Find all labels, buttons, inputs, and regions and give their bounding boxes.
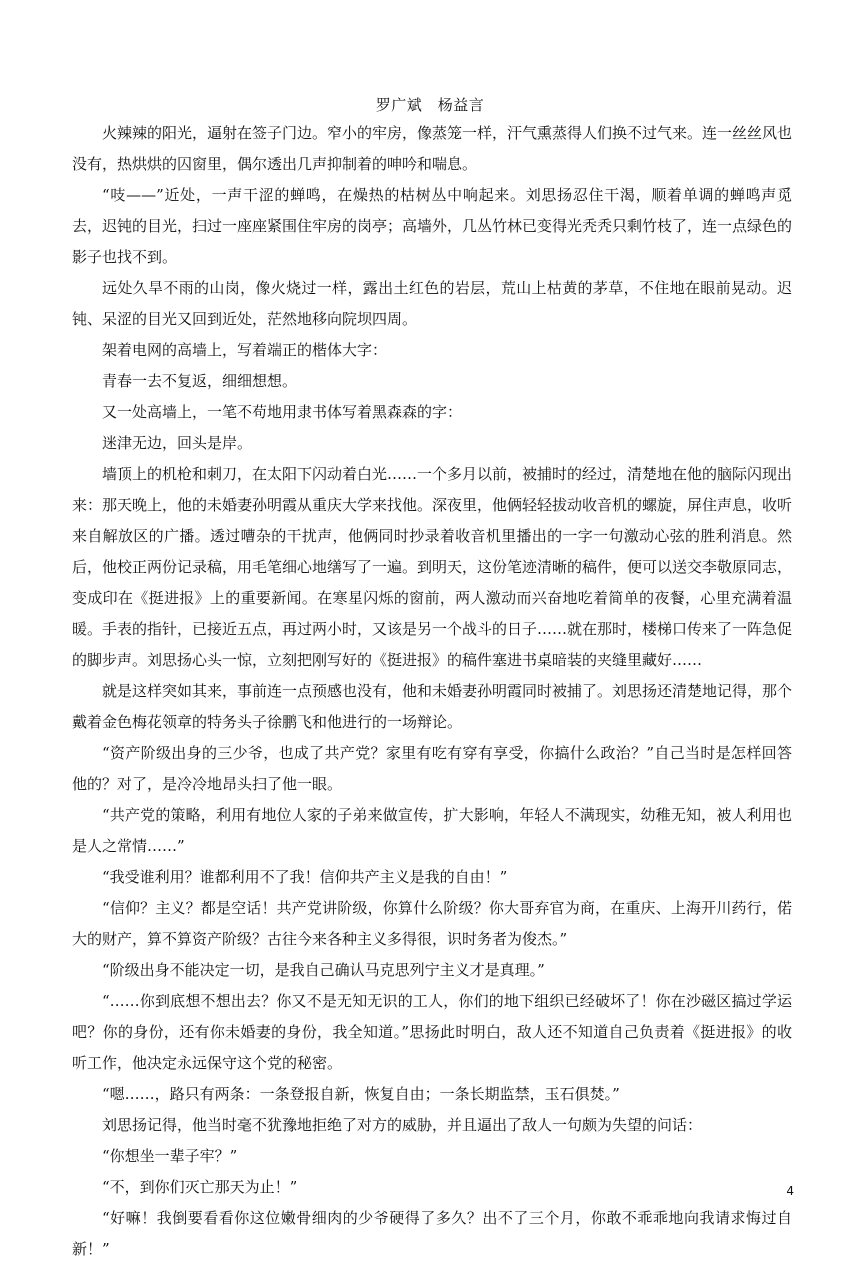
- paragraph: 火辣辣的阳光，逼射在签子门边。窄小的牢房，像蒸笼一样，汗气熏蒸得人们换不过气来。连一丝丝风也没有，热烘烘的囚窗里，偶尔透出几声抑制着的呻吟和喘息。: [72, 124, 793, 173]
- paragraph: 墙顶上的机枪和刺刀，在太阳下闪动着白光……一个多月以前，被捕时的经过，清楚地在他的脑际闪现出来：那天晚上，他的未婚妻孙明霞从重庆大学来找他。深夜里，他俩轻轻拔动收音机的螺旋，屏住声息，收听来自解放区的广播。透过嘈杂的干扰声，他俩同时抄录着收音机里播出的一字一句激动心弦的胜利消息。然后，他校正两份记录稿，用毛笔细心地缮写了一遍。到明天，这份笔迹清晰的稿件，便可以送交李敬原同志，变成印在《挺进报》上的重要新闻。在寒星闪烁的窗前，两人激动而兴奋地吃着简单的夜餐，心里充满着温暖。手表的指针，已接近五点，再过两小时，又该是另一个战斗的日子……就在那时，楼梯口传来了一阵急促的脚步声。刘思扬心头一惊，立刻把刚写好的《挺进报》的稿件塞进书桌暗装的夹缝里藏好……: [72, 465, 793, 669]
- paragraph: “你想坐一辈子牢？”: [102, 1147, 238, 1165]
- paragraph: “不，到你们灭亡那天为止！”: [102, 1178, 298, 1196]
- paragraph: 就是这样突如其来，事前连一点预感也没有，他和未婚妻孙明霞同时被捕了。刘思扬还清楚地记得，那个戴着金色梅花领章的特务头子徐鹏飞和他进行的一场辩论。: [72, 682, 793, 731]
- paragraph: “信仰？主义？都是空话！共产党讲阶级，你算什么阶级？你大哥弃官为商，在重庆、上海开川药行，偌大的财产，算不算资产阶级？古往今来各种主义多得很，识时务者为俊杰。”: [72, 899, 792, 948]
- paragraph: “阶级出身不能决定一切，是我自己确认马克思列宁主义才是真理。”: [102, 961, 545, 979]
- paragraph: “吱——”近处，一声干涩的蝉鸣，在燥热的枯树丛中响起来。刘思扬忍住干渴，顺着单调的蝉鸣声觅去，迟钝的目光，扫过一座座紧围住牢房的岗亭；高墙外，几丛竹林已变得光秃秃只剩竹枝了，连一点绿色的影子也找不到。: [72, 186, 793, 266]
- paragraph: 迷津无边，回头是岸。: [102, 434, 253, 452]
- paragraph: “我受谁利用？谁都利用不了我！信仰共产主义是我的自由！”: [102, 868, 508, 886]
- paragraph: 刘思扬记得，他当时毫不犹豫地拒绝了对方的威胁，并且逼出了敌人一句颇为失望的问话：: [102, 1116, 703, 1134]
- paragraph: “……你到底想不想出去？你又不是无知无识的工人，你们的地下组织已经破坏了！你在沙磁区搞过学运吧？你的身份，还有你未婚妻的身份，我全知道。”思扬此时明白，敌人还不知道自己负责着《挺进报》的收听工作，他决定永远保守这个党的秘密。: [72, 992, 792, 1072]
- paragraph: 又一处高墙上，一笔不苟地用隶书体写着黑森森的字：: [102, 403, 463, 421]
- article-body: [72, 118, 792, 1265]
- author-byline: 罗广斌 杨益言: [375, 96, 485, 114]
- paragraph: “好嘛！我倒要看看你这位嫩骨细肉的少爷硬得了多久？出不了三个月，你敢不乖乖地向我请求悔过自新！”: [72, 1209, 792, 1258]
- page-number: 4: [786, 1184, 794, 1198]
- paragraph: 架着电网的高墙上，写着端正的楷体大字：: [102, 341, 388, 359]
- paragraph: 青春一去不复返，细细想想。: [102, 372, 298, 390]
- paragraph: “资产阶级出身的三少爷，也成了共产党？家里有吃有穿有享受，你搞什么政治？”自己当时是怎样回答他的？对了，是冷冷地昂头扫了他一眼。: [72, 744, 792, 793]
- paragraph: 远处久旱不雨的山岗，像火烧过一样，露出土红色的岩层，荒山上枯黄的茅草，不住地在眼前晃动。迟钝、呆涩的目光又回到近处，茫然地移向院坝四周。: [72, 279, 792, 328]
- paragraph: “共产党的策略，利用有地位人家的子弟来做宣传，扩大影响，年轻人不满现实，幼稚无知，被人利用也是人之常情……”: [72, 806, 792, 855]
- paragraph: “嗯……，路只有两条：一条登报自新，恢复自由；一条长期监禁，玉石俱焚。”: [102, 1085, 620, 1103]
